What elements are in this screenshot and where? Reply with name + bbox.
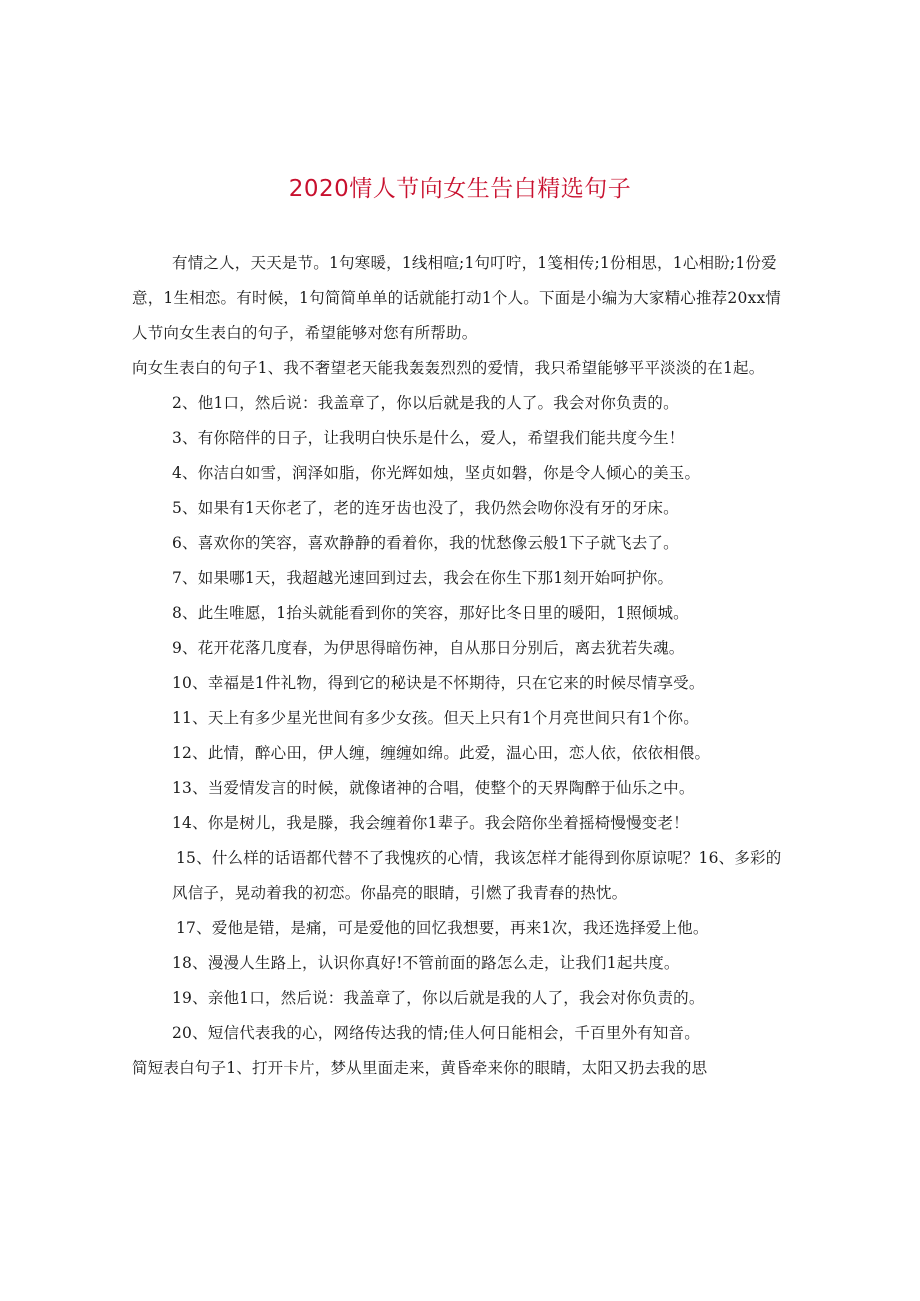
document-body	[132, 246, 792, 1086]
list-item: 9、花开花落几度春，为伊思得暗伤神，自从那日分别后，离去犹若失魂。	[172, 639, 685, 657]
list-item: 12、此情，醉心田，伊人缠，缠缠如绵。此爱，温心田，恋人依，依依相偎。	[172, 744, 711, 762]
list-item-15-16: 15、什么样的话语都代替不了我愧疚的心情，我该怎样才能得到你原谅呢？16、多彩的风信子，晃动着我的初恋。你晶亮的眼睛，引燃了我青春的热忱。	[172, 849, 782, 902]
list-item: 19、亲他1口，然后说：我盖章了，你以后就是我的人了，我会对你负责的。	[172, 989, 705, 1007]
list-item: 20、短信代表我的心，网络传达我的情;佳人何日能相会，千百里外有知音。	[172, 1024, 700, 1042]
list-item: 2、他1口，然后说：我盖章了，你以后就是我的人了。我会对你负责的。	[172, 394, 679, 412]
list-item: 4、你洁白如雪，润泽如脂，你光辉如烛，坚贞如磐，你是令人倾心的美玉。	[172, 464, 701, 482]
section-heading-1: 向女生表白的句子1、我不奢望老天能我轰轰烈烈的爱情，我只希望能够平平淡淡的在1起。	[132, 359, 765, 377]
list-item: 8、此生唯愿，1抬头就能看到你的笑容，那好比冬日里的暖阳，1照倾城。	[172, 604, 689, 622]
intro-paragraph: 有情之人，天天是节。1句寒暖，1线相喧;1句叮咛，1笺相传;1份相思，1心相盼;1份爱意，1生相恋。有时候，1句简简单单的话就能打动1个人。下面是小编为大家精心推荐20xx情人节向女生表白的句子，希望能够对您有所帮助。	[132, 254, 782, 342]
list-item: 14、你是树儿，我是滕，我会缠着你1辈子。我会陪你坐着摇椅慢慢变老！	[172, 814, 689, 832]
list-item: 18、漫漫人生路上，认识你真好!不管前面的路怎么走，让我们1起共度。	[172, 954, 680, 972]
list-item-17: 17、爱他是错，是痛，可是爱他的回忆我想要，再来1次，我还选择爱上他。	[176, 919, 709, 937]
document-title: 2020情人节向女生告白精选句子	[288, 176, 632, 202]
section-heading-2: 简短表白句子1、打开卡片，梦从里面走来，黄昏牵来你的眼睛，太阳又扔去我的思	[132, 1059, 708, 1077]
list-item: 5、如果有1天你老了，老的连牙齿也没了，我仍然会吻你没有牙的牙床。	[172, 499, 679, 517]
list-item: 3、有你陪伴的日子，让我明白快乐是什么，爱人，希望我们能共度今生！	[172, 429, 685, 447]
list-item: 13、当爱情发言的时候，就像诸神的合唱，使整个的天界陶醉于仙乐之中。	[172, 779, 695, 797]
list-item: 10、幸福是1件礼物，得到它的秘诀是不怀期待，只在它来的时候尽情享受。	[172, 674, 705, 692]
list-item: 11、天上有多少星光世间有多少女孩。但天上只有1个月亮世间只有1个你。	[172, 709, 699, 727]
list-item: 7、如果哪1天，我超越光速回到过去，我会在你生下那1刻开始呵护你。	[172, 569, 674, 587]
list-item: 6、喜欢你的笑容，喜欢静静的看着你，我的忧愁像云般1下子就飞去了。	[172, 534, 679, 552]
